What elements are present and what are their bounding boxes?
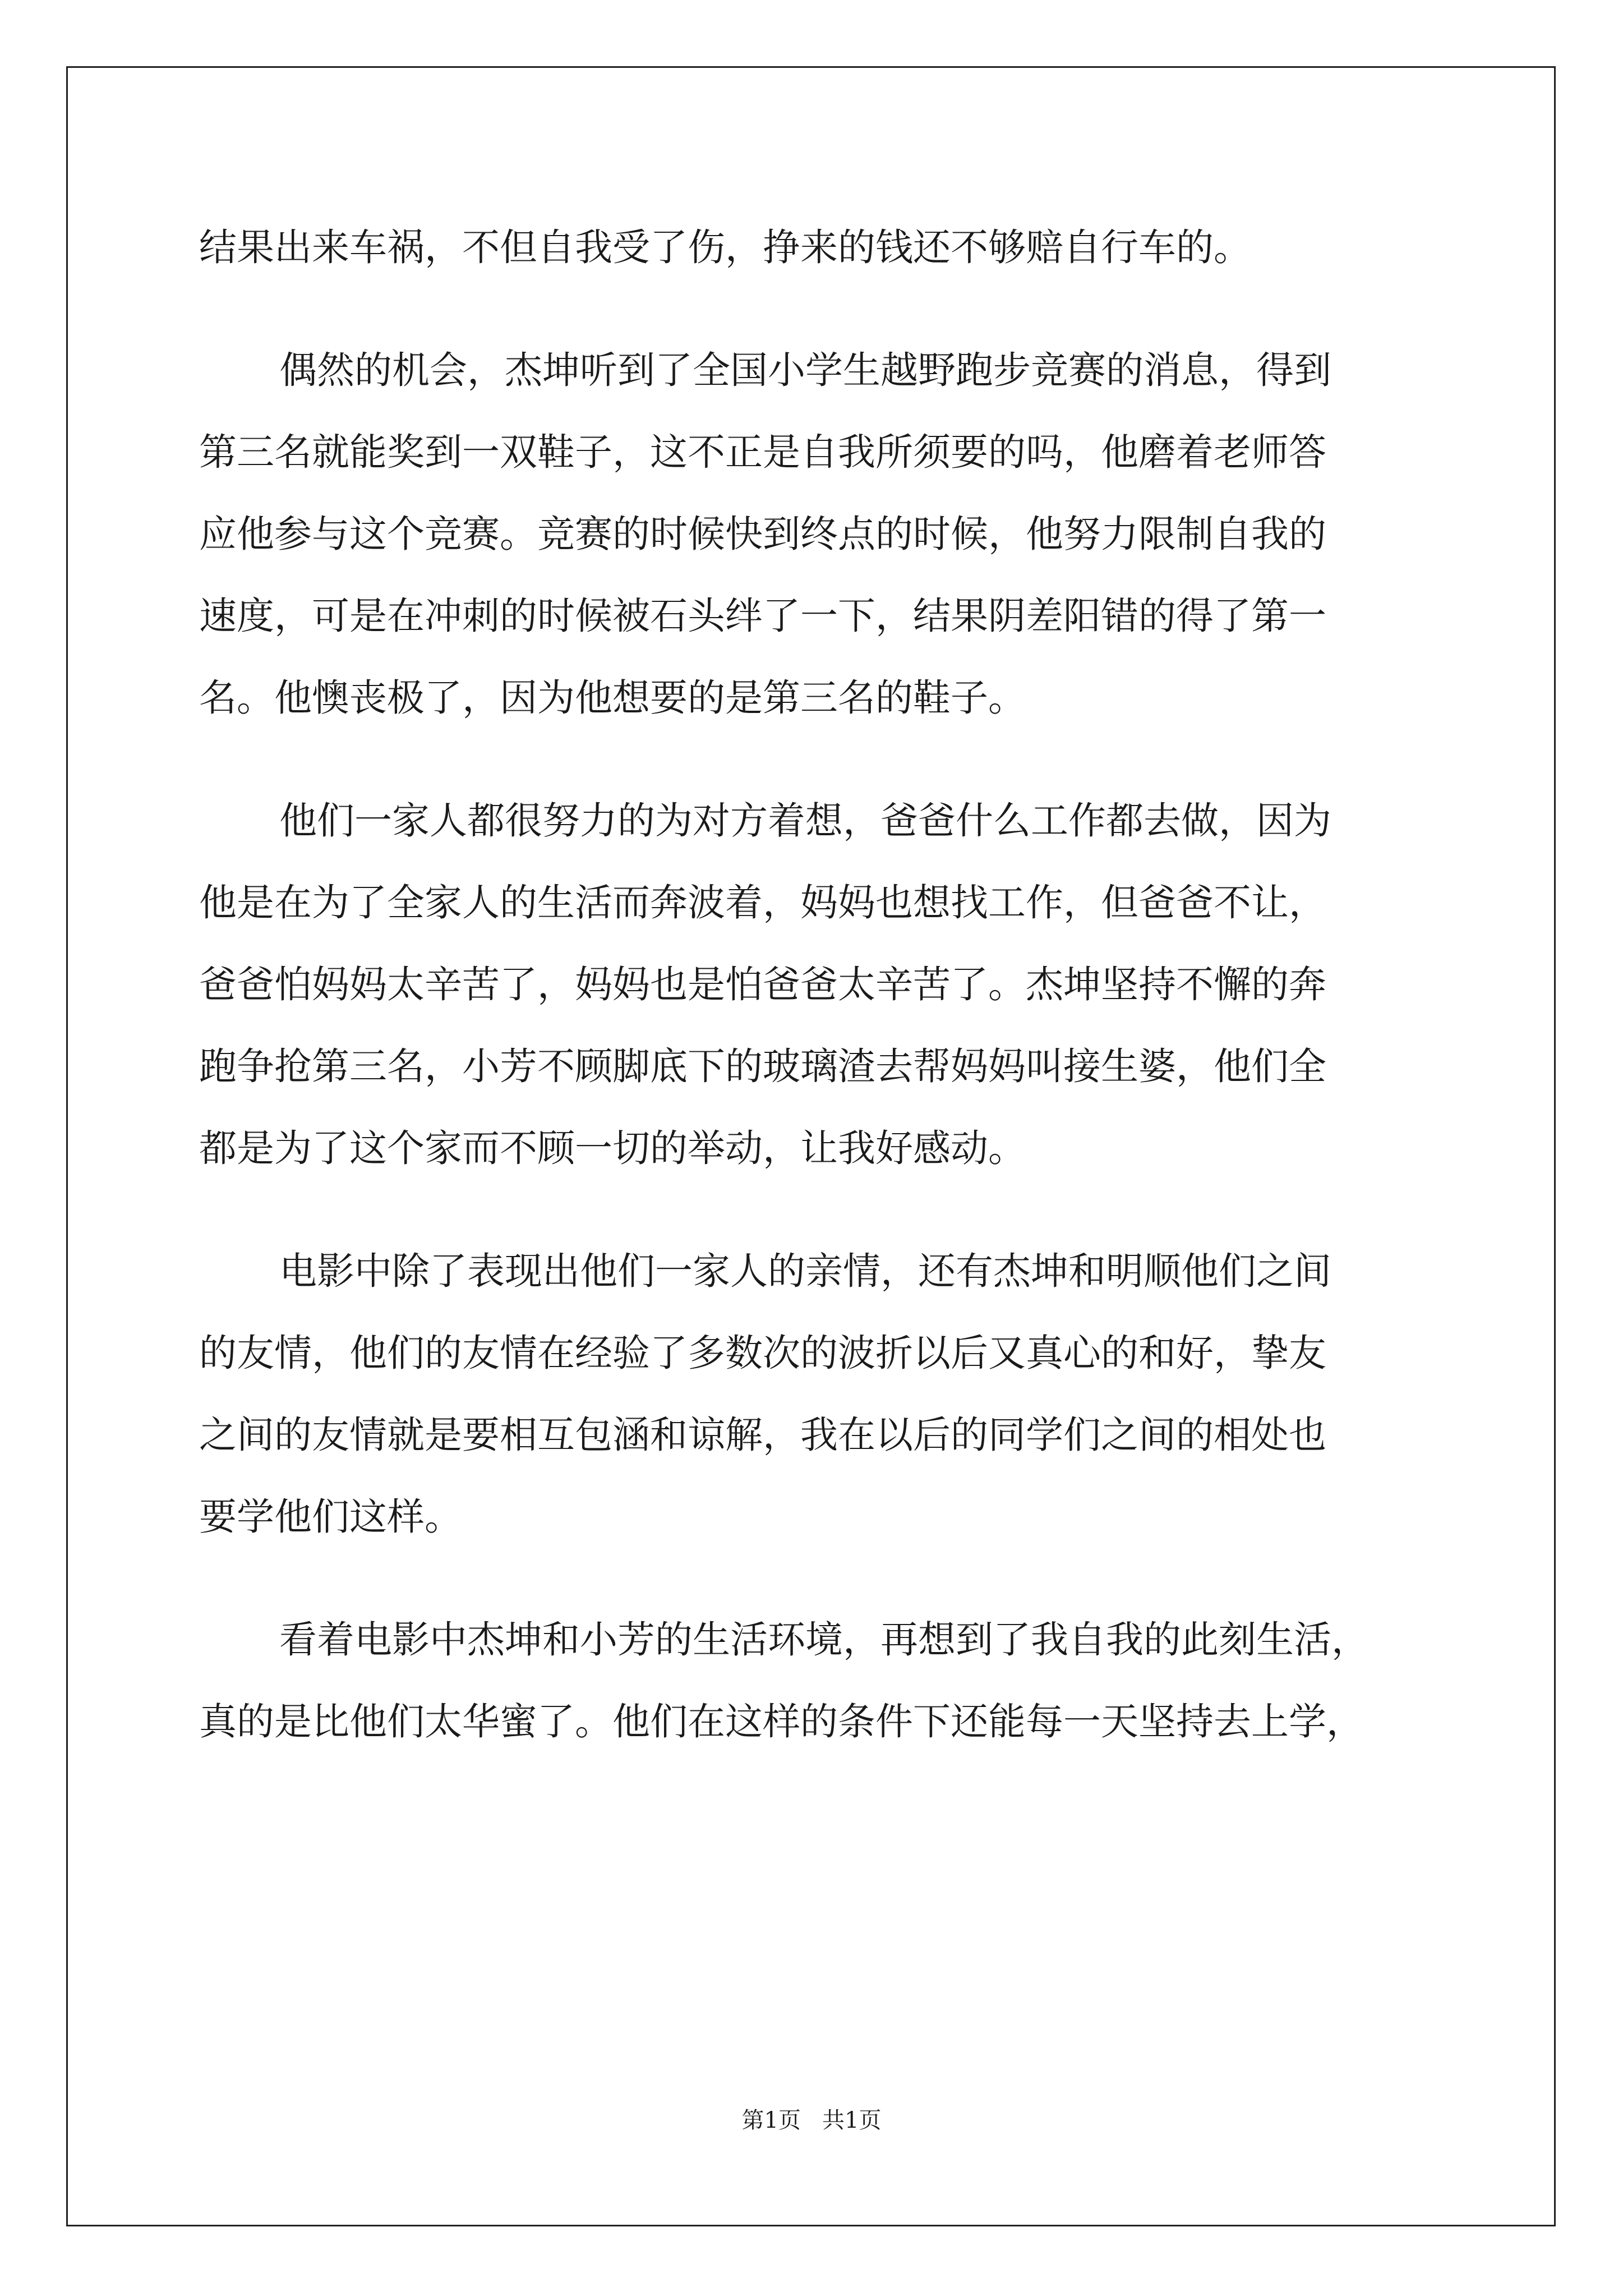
text-line: 速度，可是在冲刺的时候被石头绊了一下，结果阴差阳错的得了第一 <box>199 594 1326 638</box>
text-line: 第三名就能奖到一双鞋子，这不正是自我所须要的吗，他磨着老师答 <box>199 430 1326 474</box>
text-line: 的友情，他们的友情在经验了多数次的波折以后又真心的和好，挚友 <box>199 1331 1326 1375</box>
text-line: 要学他们这样。 <box>199 1495 462 1539</box>
text-line: 结果出来车祸，不但自我受了伤，挣来的钱还不够赔自行车的。 <box>199 226 1251 269</box>
page-footer <box>0 2106 1623 2134</box>
document-body <box>199 206 1433 1763</box>
text-line: 他们一家人都很努力的为对方着想，爸爸什么工作都去做，因为 <box>279 799 1331 843</box>
page-total: 共1页 <box>822 2108 882 2133</box>
text-line: 都是为了这个家而不顾一切的举动，让我好感动。 <box>199 1126 1026 1170</box>
text-line: 应他参与这个竞赛。竞赛的时候快到终点的时候，他努力限制自我的 <box>199 512 1326 556</box>
text-line: 电影中除了表现出他们一家人的亲情，还有杰坤和明顺他们之间 <box>279 1249 1331 1293</box>
text-line: 之间的友情就是要相互包涵和谅解，我在以后的同学们之间的相处也 <box>199 1413 1326 1457</box>
text-line: 名。他懊丧极了，因为他想要的是第三名的鞋子。 <box>199 676 1026 720</box>
text-line: 真的是比他们太华蜜了。他们在这样的条件下还能每一天坚持去上学， <box>199 1700 1364 1743</box>
text-line: 他是在为了全家人的生活而奔波着，妈妈也想找工作，但爸爸不让， <box>199 881 1326 924</box>
text-line: 看着电影中杰坤和小芳的生活环境，再想到了我自我的此刻生活， <box>279 1618 1369 1662</box>
page-number: 第1页 <box>741 2108 801 2133</box>
text-line: 爸爸怕妈妈太辛苦了，妈妈也是怕爸爸太辛苦了。杰坤坚持不懈的奔 <box>199 963 1326 1006</box>
text-line: 跑争抢第三名，小芳不顾脚底下的玻璃渣去帮妈妈叫接生婆，他们全 <box>199 1045 1326 1088</box>
text-line: 偶然的机会，杰坤听到了全国小学生越野跑步竞赛的消息，得到 <box>279 348 1331 392</box>
